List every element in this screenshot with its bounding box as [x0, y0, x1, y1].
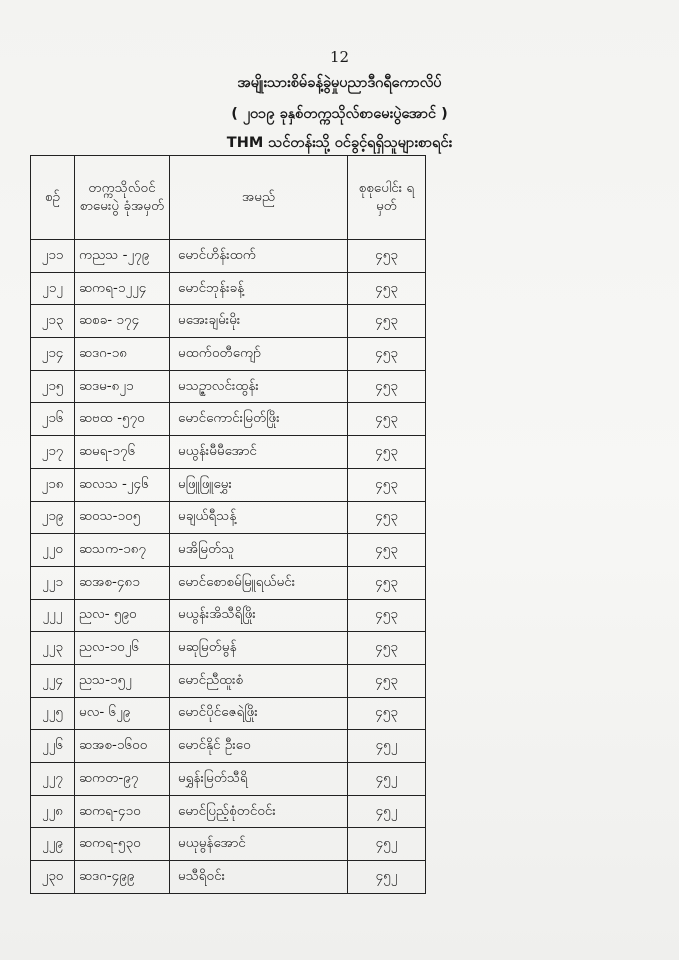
- row-seat-number: ဆကရ-၁၂၂၄: [75, 272, 170, 305]
- table-row: [31, 697, 426, 730]
- row-total-marks: ၄၅၃: [348, 240, 426, 273]
- header-name: အမည်: [170, 156, 348, 240]
- table-header-row: [31, 156, 426, 240]
- row-name: မဆုမြတ်မွန်: [170, 632, 348, 665]
- row-total-marks: ၄၅၃: [348, 272, 426, 305]
- table-row: [31, 501, 426, 534]
- row-name: မောင်နိုင် ဦးဝေ: [170, 730, 348, 763]
- table-row: [31, 338, 426, 371]
- row-serial: ၂၂၇: [31, 763, 75, 796]
- row-serial: ၂၂၈: [31, 795, 75, 828]
- row-total-marks: ၄၅၃: [348, 697, 426, 730]
- row-seat-number: ညသ-၁၅၂: [75, 664, 170, 697]
- row-name: မအိမြတ်သူ: [170, 534, 348, 567]
- table-row: [31, 272, 426, 305]
- row-seat-number: ဆအစ-၄၈၁: [75, 566, 170, 599]
- row-name: မသီရိဝင်း: [170, 861, 348, 894]
- row-name: မချယ်ရီသန့်: [170, 501, 348, 534]
- row-name: မအေးချမ်းမိုး: [170, 305, 348, 338]
- row-name: မယုမွန်အောင်: [170, 828, 348, 861]
- table-row: [31, 370, 426, 403]
- row-seat-number: ဆဗထ -၅၇၀: [75, 403, 170, 436]
- list-title: THM သင်တန်းသို့ ဝင်ခွင့်ရရှိသူများစာရင်း: [226, 135, 453, 151]
- table-row: [31, 436, 426, 469]
- row-seat-number: ဆကတ-၉၇: [75, 763, 170, 796]
- row-total-marks: ၄၅၂: [348, 795, 426, 828]
- row-name: မောင်ကောင်းမြတ်ဖြိုး: [170, 403, 348, 436]
- row-total-marks: ၄၅၃: [348, 534, 426, 567]
- row-serial: ၂၁၇: [31, 436, 75, 469]
- row-total-marks: ၄၅၃: [348, 632, 426, 665]
- row-serial: ၂၂၂: [31, 599, 75, 632]
- row-total-marks: ၄၅၃: [348, 370, 426, 403]
- row-seat-number: ဆမရ-၁၇၆: [75, 436, 170, 469]
- row-serial: ၂၁၃: [31, 305, 75, 338]
- row-serial: ၂၁၉: [31, 501, 75, 534]
- row-serial: ၂၂၁: [31, 566, 75, 599]
- row-name: မယွန်းအိသီရိဖြိုး: [170, 599, 348, 632]
- row-serial: ၂၁၆: [31, 403, 75, 436]
- row-total-marks: ၄၅၃: [348, 664, 426, 697]
- row-name: မောင်ပြည့်စုံတင်ဝင်း: [170, 795, 348, 828]
- row-serial: ၂၂၃: [31, 632, 75, 665]
- row-name: မဖြူဖြူမွှေး: [170, 468, 348, 501]
- row-total-marks: ၄၅၂: [348, 861, 426, 894]
- row-name: မောင်စောစမ်မြူရယ်မင်း: [170, 566, 348, 599]
- row-serial: ၂၂၉: [31, 828, 75, 861]
- row-seat-number: ဆစခ- ၁၇၄: [75, 305, 170, 338]
- row-seat-number: ကညသ -၂၇၉: [75, 240, 170, 273]
- table-row: [31, 795, 426, 828]
- row-total-marks: ၄၅၃: [348, 566, 426, 599]
- table-row: [31, 730, 426, 763]
- row-total-marks: ၄၅၃: [348, 501, 426, 534]
- row-serial: ၂၁၁: [31, 240, 75, 273]
- row-serial: ၂၁၄: [31, 338, 75, 371]
- table-row: [31, 828, 426, 861]
- row-total-marks: ၄၅၃: [348, 403, 426, 436]
- row-total-marks: ၄၅၃: [348, 436, 426, 469]
- row-total-marks: ၄၅၃: [348, 599, 426, 632]
- table-row: [31, 861, 426, 894]
- row-seat-number: ညလ-၁၀၂၆: [75, 632, 170, 665]
- table-row: [31, 632, 426, 665]
- college-title: အမျိုးသားစိမ်ခန့်ခွဲမှုပညာဒီဂရီကောလိပ်: [237, 75, 442, 91]
- row-serial: ၂၂၄: [31, 664, 75, 697]
- row-name: မယွန်းမီမီအောင်: [170, 436, 348, 469]
- row-seat-number: ဆဝသ-၁၀၅: [75, 501, 170, 534]
- row-name: မထက်ဝတီကျော်: [170, 338, 348, 371]
- exam-year-subtitle: ( ၂၀၁၉ ခုနှစ်တက္ကသိုလ်စာမေးပွဲအောင် ): [231, 106, 448, 122]
- row-seat-number: ဆလသ -၂၄၆: [75, 468, 170, 501]
- table-row: [31, 468, 426, 501]
- row-total-marks: ၄၅၂: [348, 828, 426, 861]
- admission-table: [30, 155, 426, 894]
- row-name: မသဉ္ဇာလင်းထွန်း: [170, 370, 348, 403]
- row-name: မရွှန်းမြတ်သီရိ: [170, 763, 348, 796]
- table-row: [31, 664, 426, 697]
- row-name: မောင်ညီထူးစံ: [170, 664, 348, 697]
- page-number: 12: [329, 48, 350, 66]
- header-seat-number: တက္ကသိုလ်ဝင် စာမေးပွဲ ခုံအမှတ်: [75, 156, 170, 240]
- header-total-marks: စုစုပေါင်း ရမှတ်: [348, 156, 426, 240]
- table-row: [31, 305, 426, 338]
- row-serial: ၂၂၅: [31, 697, 75, 730]
- row-name: မောင်ပိုင်ဇေရဲဖြိုး: [170, 697, 348, 730]
- row-serial: ၂၃၀: [31, 861, 75, 894]
- row-total-marks: ၄၅၂: [348, 763, 426, 796]
- row-seat-number: ဆကရ-၅၃၀: [75, 828, 170, 861]
- row-serial: ၂၁၈: [31, 468, 75, 501]
- header-serial: စဉ်: [31, 156, 75, 240]
- row-serial: ၂၁၅: [31, 370, 75, 403]
- row-serial: ၂၁၂: [31, 272, 75, 305]
- row-name: မောင်ဘုန်းခန့်: [170, 272, 348, 305]
- table-row: [31, 566, 426, 599]
- row-seat-number: ဆသက-၁၈၇: [75, 534, 170, 567]
- row-serial: ၂၂၆: [31, 730, 75, 763]
- table-row: [31, 403, 426, 436]
- table-row: [31, 240, 426, 273]
- row-total-marks: ၄၅၂: [348, 730, 426, 763]
- row-seat-number: ဆကရ-၄၁၀: [75, 795, 170, 828]
- row-seat-number: ညလ- ၅၉၀: [75, 599, 170, 632]
- row-total-marks: ၄၅၃: [348, 468, 426, 501]
- table-row: [31, 763, 426, 796]
- table-row: [31, 534, 426, 567]
- row-total-marks: ၄၅၃: [348, 305, 426, 338]
- row-serial: ၂၂၀: [31, 534, 75, 567]
- row-seat-number: မလ- ၆၂၉: [75, 697, 170, 730]
- row-name: မောင်ဟိန်းထက်: [170, 240, 348, 273]
- row-seat-number: ဆဒဂ-၁၈: [75, 338, 170, 371]
- row-total-marks: ၄၅၃: [348, 338, 426, 371]
- table-row: [31, 599, 426, 632]
- row-seat-number: ဆဒဂ-၄၉၉: [75, 861, 170, 894]
- row-seat-number: ဆအစ-၁၆၀၀: [75, 730, 170, 763]
- row-seat-number: ဆဒမ-၈၂၁: [75, 370, 170, 403]
